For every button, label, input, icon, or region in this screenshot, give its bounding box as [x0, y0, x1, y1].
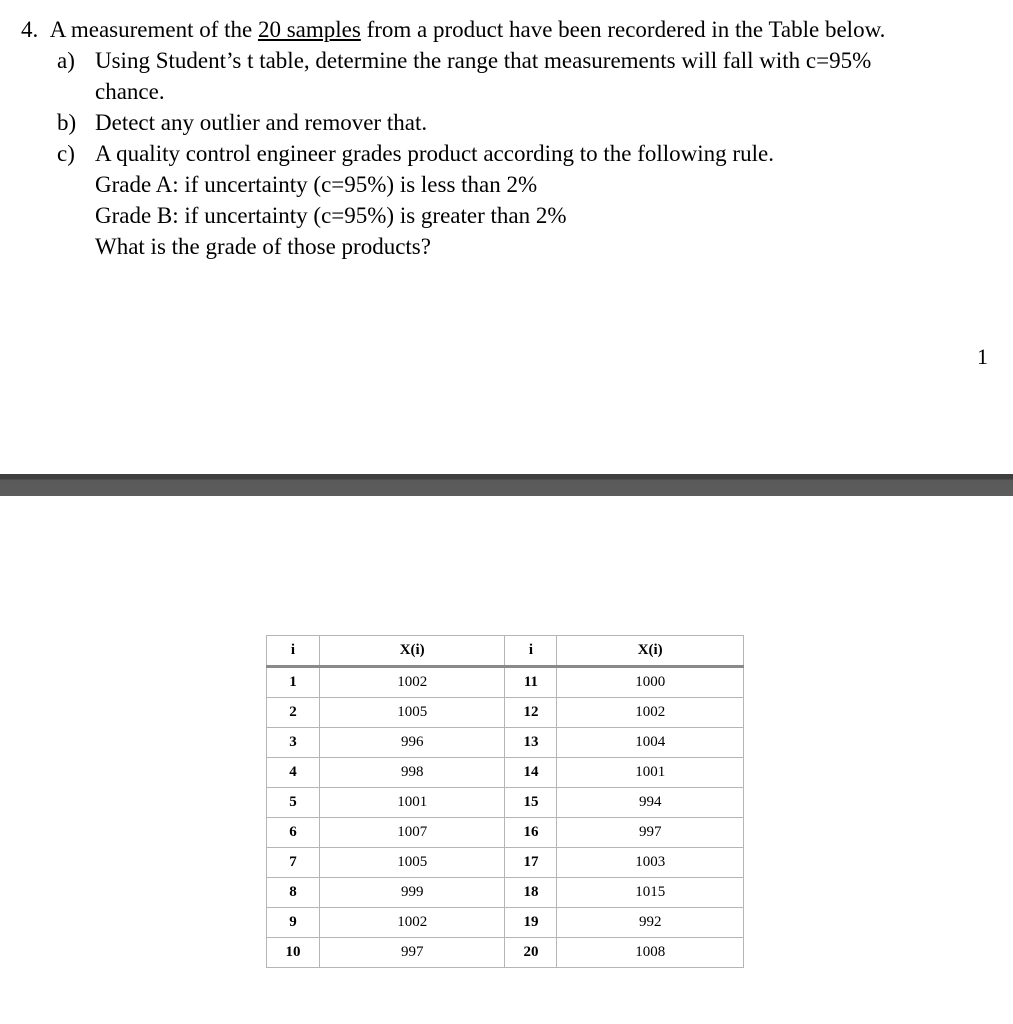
- cell-index: 15: [505, 788, 557, 818]
- part-c-line-4: What is the grade of those products?: [95, 234, 431, 259]
- table-row: [267, 758, 744, 788]
- intro-underlined: 20 samples: [257, 17, 361, 42]
- part-c-line-2: Grade A: if uncertainty (c=95%) is less than 2%: [95, 172, 538, 197]
- header-x-right: X(i): [557, 636, 744, 667]
- cell-index: 11: [505, 667, 557, 698]
- table-row: [267, 667, 744, 698]
- cell-index: 6: [267, 818, 320, 848]
- cell-value: 1003: [557, 848, 744, 878]
- cell-value: 1002: [557, 698, 744, 728]
- header-x-left: X(i): [319, 636, 505, 667]
- cell-value: 999: [319, 878, 505, 908]
- cell-index: 14: [505, 758, 557, 788]
- cell-value: 997: [319, 938, 505, 968]
- cell-value: 1008: [557, 938, 744, 968]
- cell-index: 8: [267, 878, 320, 908]
- cell-value: 1001: [557, 758, 744, 788]
- table-row: [267, 818, 744, 848]
- table-row: [267, 728, 744, 758]
- cell-value: 1015: [557, 878, 744, 908]
- cell-index: 7: [267, 848, 320, 878]
- part-a-label: a): [57, 48, 75, 73]
- table-row: [267, 788, 744, 818]
- table-row: [267, 878, 744, 908]
- cell-value: 1000: [557, 667, 744, 698]
- intro-text-after: from a product have been recordered in the Table below.: [360, 17, 886, 42]
- header-i-left: i: [267, 636, 320, 667]
- table-row: [267, 848, 744, 878]
- question-intro: [21, 16, 885, 44]
- part-c-line-1: A quality control engineer grades product according to the following rule.: [95, 141, 774, 166]
- cell-value: 1001: [319, 788, 505, 818]
- cell-index: 16: [505, 818, 557, 848]
- part-a-line-2: chance.: [95, 79, 165, 104]
- cell-index: 2: [267, 698, 320, 728]
- cell-index: 9: [267, 908, 320, 938]
- cell-index: 5: [267, 788, 320, 818]
- cell-index: 18: [505, 878, 557, 908]
- table-row: [267, 698, 744, 728]
- cell-index: 13: [505, 728, 557, 758]
- cell-index: 4: [267, 758, 320, 788]
- cell-index: 10: [267, 938, 320, 968]
- intro-text-before: A measurement of the: [49, 17, 258, 42]
- table-header-row: [267, 636, 744, 667]
- part-b-line-1: Detect any outlier and remover that.: [95, 110, 428, 135]
- cell-value: 997: [557, 818, 744, 848]
- table-row: [267, 938, 744, 968]
- cell-value: 1002: [319, 908, 505, 938]
- header-i-right: i: [505, 636, 557, 667]
- cell-index: 12: [505, 698, 557, 728]
- cell-value: 1005: [319, 698, 505, 728]
- page-number: 1: [977, 344, 988, 369]
- cell-value: 996: [319, 728, 505, 758]
- page-divider: [0, 474, 1013, 496]
- question-number: 4.: [21, 17, 39, 42]
- cell-index: 3: [267, 728, 320, 758]
- cell-index: 1: [267, 667, 320, 698]
- cell-index: 19: [505, 908, 557, 938]
- cell-index: 17: [505, 848, 557, 878]
- cell-value: 998: [319, 758, 505, 788]
- cell-value: 994: [557, 788, 744, 818]
- cell-value: 992: [557, 908, 744, 938]
- cell-value: 1007: [319, 818, 505, 848]
- part-c-line-3: Grade B: if uncertainty (c=95%) is greater than 2%: [95, 203, 567, 228]
- cell-value: 1005: [319, 848, 505, 878]
- cell-value: 1002: [319, 667, 505, 698]
- part-c-label: c): [57, 141, 75, 166]
- part-b-label: b): [57, 110, 77, 135]
- part-a-line-1: Using Student’s t table, determine the range that measurements will fall with c=95%: [95, 48, 872, 73]
- cell-value: 1004: [557, 728, 744, 758]
- table-row: [267, 908, 744, 938]
- cell-index: 20: [505, 938, 557, 968]
- samples-table: [266, 635, 744, 968]
